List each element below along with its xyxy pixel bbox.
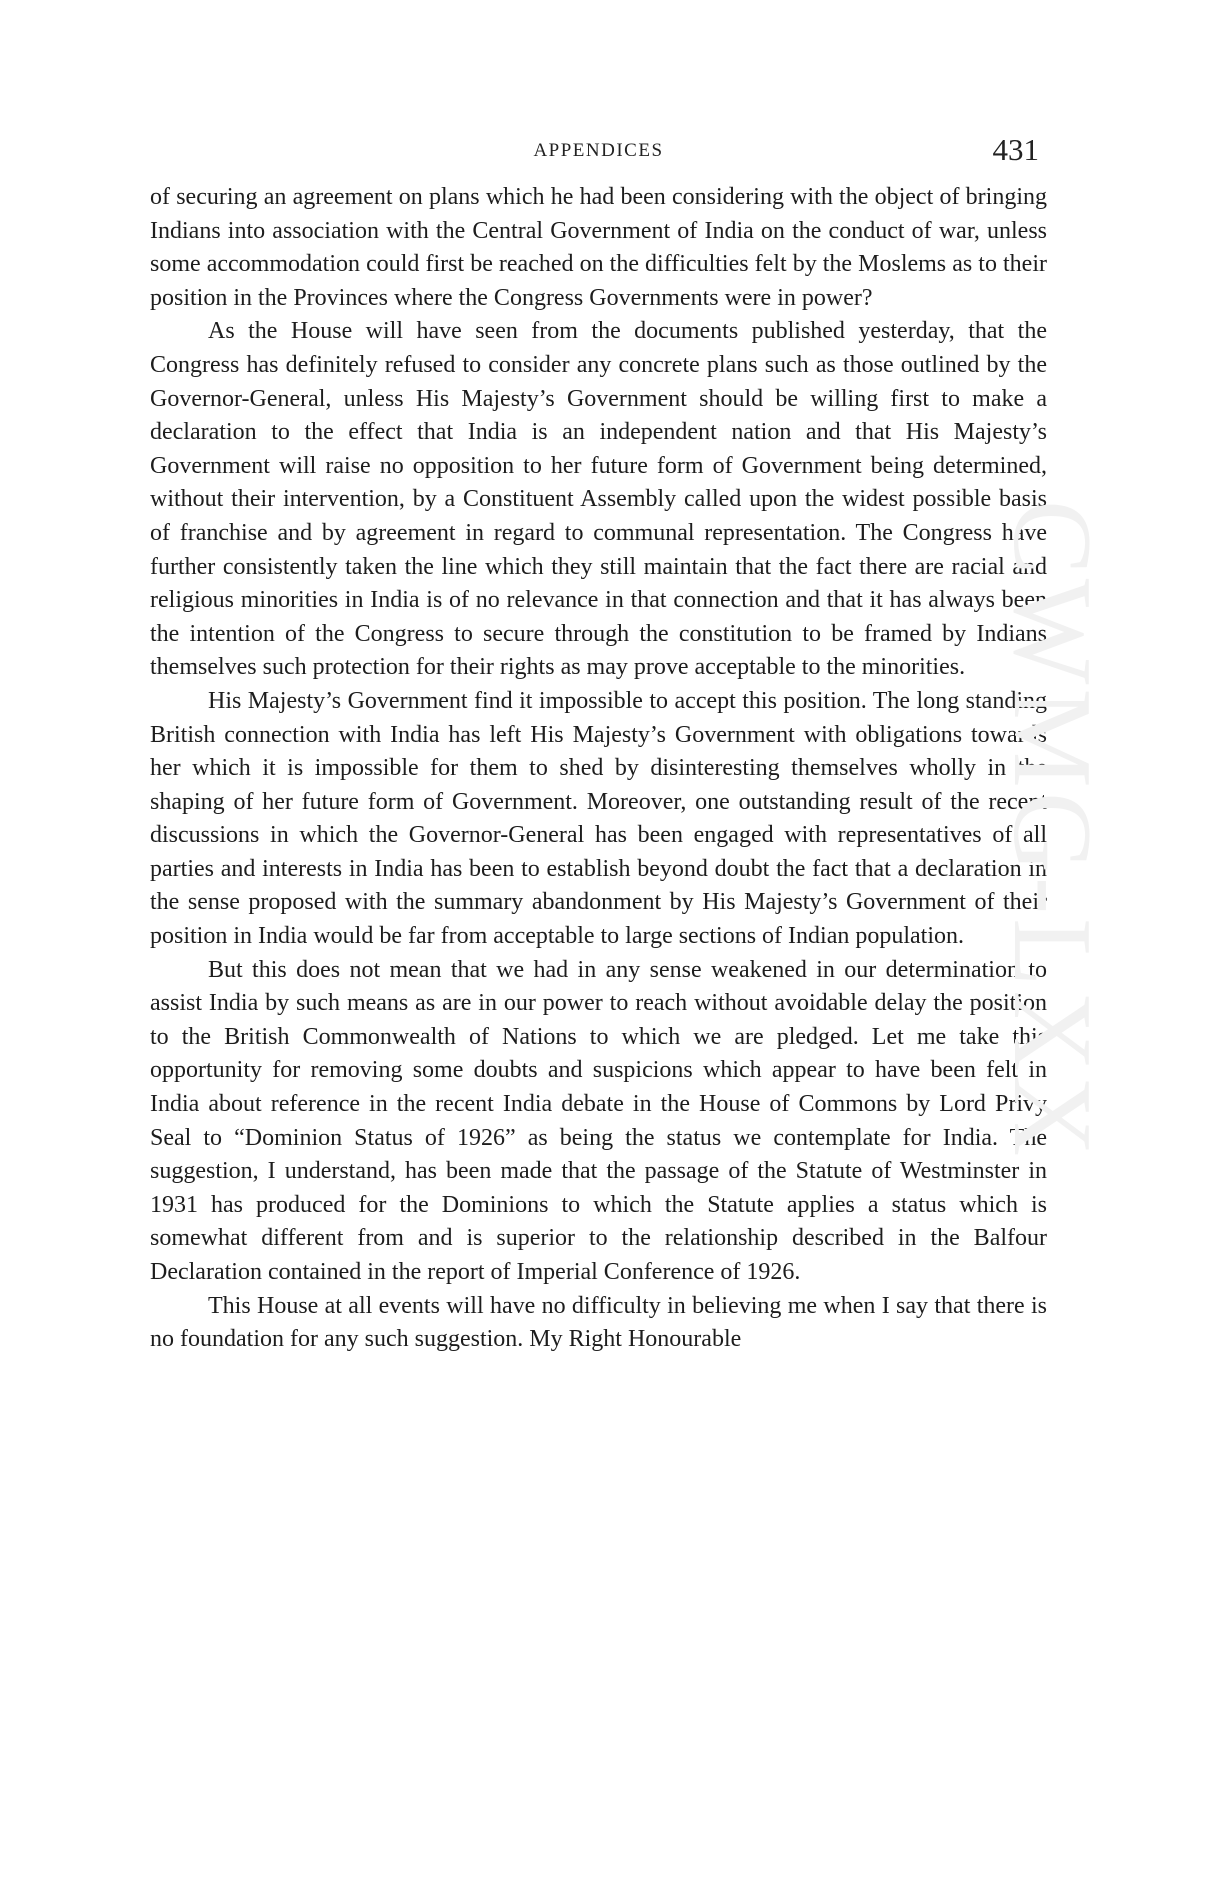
body-text bbox=[150, 181, 1047, 1357]
paragraph-4: But this does not mean that we had in any sense weakened in our determination to assist India by such means as are in our power to reach without avoidable delay the position to the British Commonwealth of Nations to which we are pledged. Let me take this opportunity for removing some doubts and suspicions which appear to have been felt in India about reference in the recent India debate in the House of Commons by Lord Privy Seal to “Dominion Status of 1926” as being the status we contemplate for India. The suggestion, I understand, has been made that the passage of the Statute of Westminster in 1931 has produced for the Dominions to which the Statute applies a status which is somewhat different from and is superior to the relationship described in the Balfour Declaration contained in the report of Imperial Conference of 1926. bbox=[150, 956, 1047, 1285]
running-head: APPENDICES bbox=[533, 140, 664, 161]
watermark: CWMG-LXX bbox=[990, 500, 1114, 1161]
page-header bbox=[150, 132, 1047, 172]
paragraph-3: His Majesty’s Government find it impossible to accept this position. The long standing British connection with India has left His Majesty’s Government with obligations towards her which it is impossible for them to shed by disinteresting themselves wholly in the shaping of her future form of Government. Moreover, one outstanding result of the recent discussions in which the Governor-General has been engaged with representatives of all parties and interests in India has been to establish beyond doubt the fact that a declaration in the sense proposed with the summary abandonment by His Majesty’s Government of their position in India would be far from acceptable to large sections of Indian population. bbox=[150, 687, 1047, 950]
paragraph-5: This House at all events will have no difficulty in believing me when I say that there is no foundation for any such suggestion. My Right Honourable bbox=[150, 1292, 1047, 1353]
paragraph-1: of securing an agreement on plans which he had been considering with the object of bringing Indians into association with the Central Government of India on the conduct of war, unless some accommodation could first be reached on the difficulties felt by the Moslems as to their position in the Provinces where the Congress Governments were in power? bbox=[150, 184, 1047, 311]
paragraph-2: As the House will have seen from the documents published yesterday, that the Congress has definitely refused to consider any concrete plans such as those outlined by the Governor-General, unless His Majesty’s Government should be willing first to make a declaration to the effect that India is an independent nation and that His Majesty’s Government will raise no opposition to her future form of Government being determined, without their intervention, by a Constituent Assembly called upon the widest possible basis of franchise and by agreement in regard to communal representation. The Congress have further consistently taken the line which they still maintain that the fact there are racial and religious minorities in India is of no relevance in that connection and that it has always been the intention of the Congress to secure through the constitution to be framed by Indians themselves such protection for their rights as may prove acceptable to the minorities. bbox=[150, 318, 1047, 681]
page-number: 431 bbox=[992, 132, 1039, 167]
